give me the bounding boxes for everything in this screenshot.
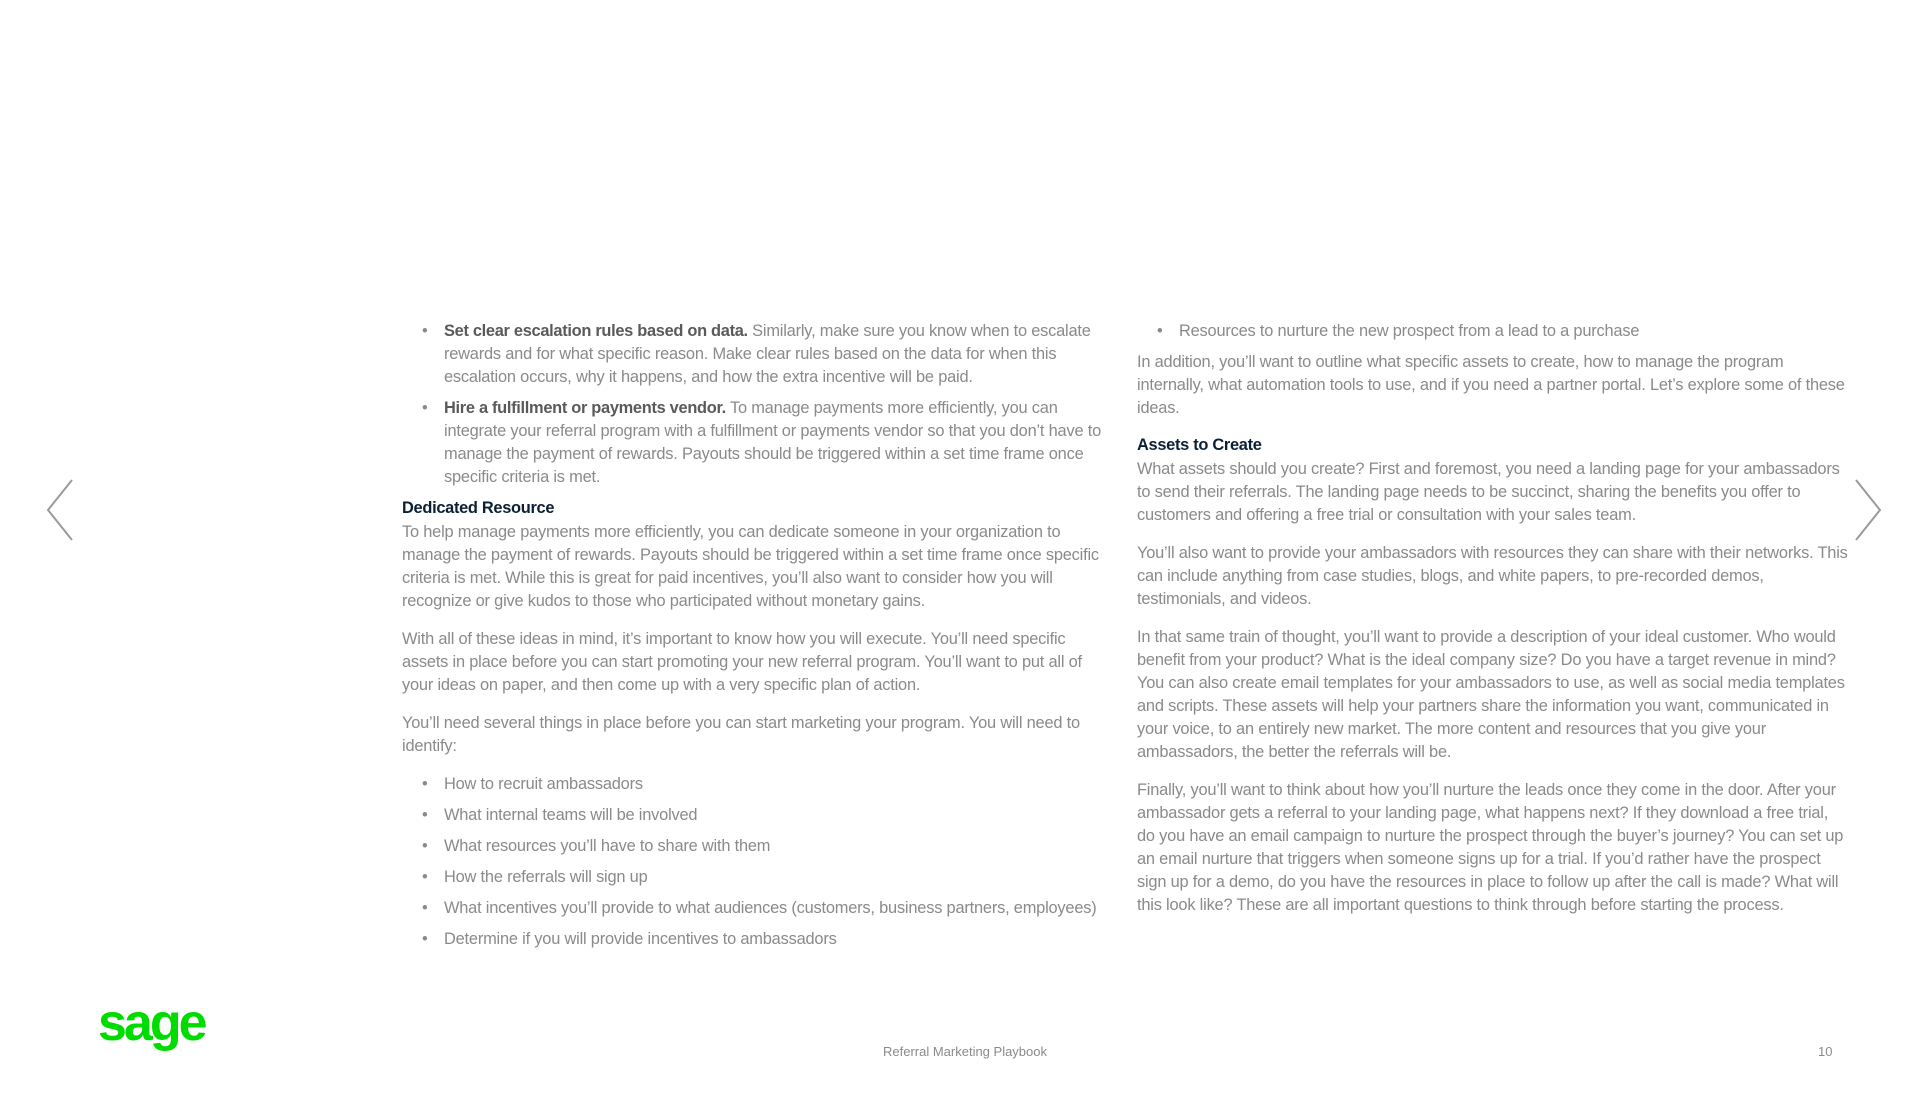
right-column [1137,320,1849,932]
paragraph: To help manage payments more efficiently, you can dedicate someone in your organization to manage the payment of rewards. Payouts should be triggered within a set time frame once specific criteria is met. While this is great for paid incentives, you’ll also want to consider how you will recognize or give kudos to those who participated without monetary gains. [402,523,1099,610]
page-number: 10 [1818,1044,1833,1059]
list-item: • How to recruit ambassadors [402,773,1114,796]
next-page-button[interactable] [1850,478,1884,542]
list-item: • How the referrals will sign up [402,866,1114,889]
resources-bullet-list [1137,320,1849,343]
list-item: • Resources to nurture the new prospect from a lead to a purchase [1137,320,1849,343]
section-heading-dedicated-resource: Dedicated Resource [402,499,555,517]
paragraph: In addition, you’ll want to outline what specific assets to create, how to manage the program internally, what automation tools to use, and if you need a partner portal. Let’s explore some of these ideas. [1137,353,1845,417]
chevron-right-icon [1850,478,1884,542]
paragraph: With all of these ideas in mind, it’s important to know how you will execute. You’ll need specific assets in place before you can start promoting your new referral program. You’ll want to put all of your ideas on paper, and then come up with a very specific plan of action. [402,630,1082,694]
section-heading-assets-to-create: Assets to Create [1137,436,1262,454]
previous-page-button[interactable] [44,478,78,542]
paragraph: Finally, you’ll want to think about how you’ll nurture the leads once they come in the door. After your ambassador gets a referral to your landing page, what happens next? If they download a free trial, do you have an email campaign to nurture the prospect through the buyer’s journey? You can set up an email nurture that triggers when someone signs up for a trial. If you’d rather have the prospect sign up for a demo, do you have the resources in place to follow up after the call is made? What will this look like? These are all important questions to think through before starting the process. [1137,781,1844,914]
list-item: • What incentives you’ll provide to what audiences (customers, business partners, employees) [402,897,1114,920]
list-item: • What internal teams will be involved [402,804,1114,827]
paragraph: What assets should you create? First and foremost, you need a landing page for your ambassadors to send their referrals. The landing page needs to be succinct, sharing the benefits you offer to customers and offering a free trial or consultation with your sales team. [1137,460,1840,524]
list-item: • What resources you’ll have to share with them [402,835,1114,858]
left-column [402,320,1114,959]
document-title: Referral Marketing Playbook [882,1044,1048,1059]
list-item: • Determine if you will provide incentives to ambassadors [402,928,1114,951]
paragraph: You’ll also want to provide your ambassadors with resources they can share with their networks. This can include anything from case studies, blogs, and white papers, to pre-recorded demos, testimonials, and videos. [1137,544,1848,608]
identify-bullet-list [402,773,1114,951]
chevron-left-icon [44,478,78,542]
paragraph: You’ll need several things in place before you can start marketing your program. You will need to identify: [402,714,1080,755]
escalation-bullet-list [402,320,1114,489]
list-item: • Hire a fulfillment or payments vendor. To manage payments more efficiently, you can integrate your referral program with a fulfillment or payments vendor so that you don’t have to manage the payment of rewards. Payouts should be triggered within a set time frame once specific criteria is met. [402,397,1114,489]
svg-text:sage: sage [98,1000,205,1052]
paragraph: In that same train of thought, you’ll want to provide a description of your ideal customer. Who would benefit from your product? What is the ideal company size? Do you have a target revenue in mind? You can also create email templates for your ambassadors to use, as well as social media templates and scripts. These assets will help your partners share the information you want, communicated in your voice, to an entirely new market. The more content and resources that you give your ambassadors, the better the referrals will be. [1137,628,1845,761]
list-item: • Set clear escalation rules based on data. Similarly, make sure you know when to escalate rewards and for what specific reason. Make clear rules based on the data for when this escalation occurs, why it happens, and how the extra incentive will be paid. [402,320,1114,389]
